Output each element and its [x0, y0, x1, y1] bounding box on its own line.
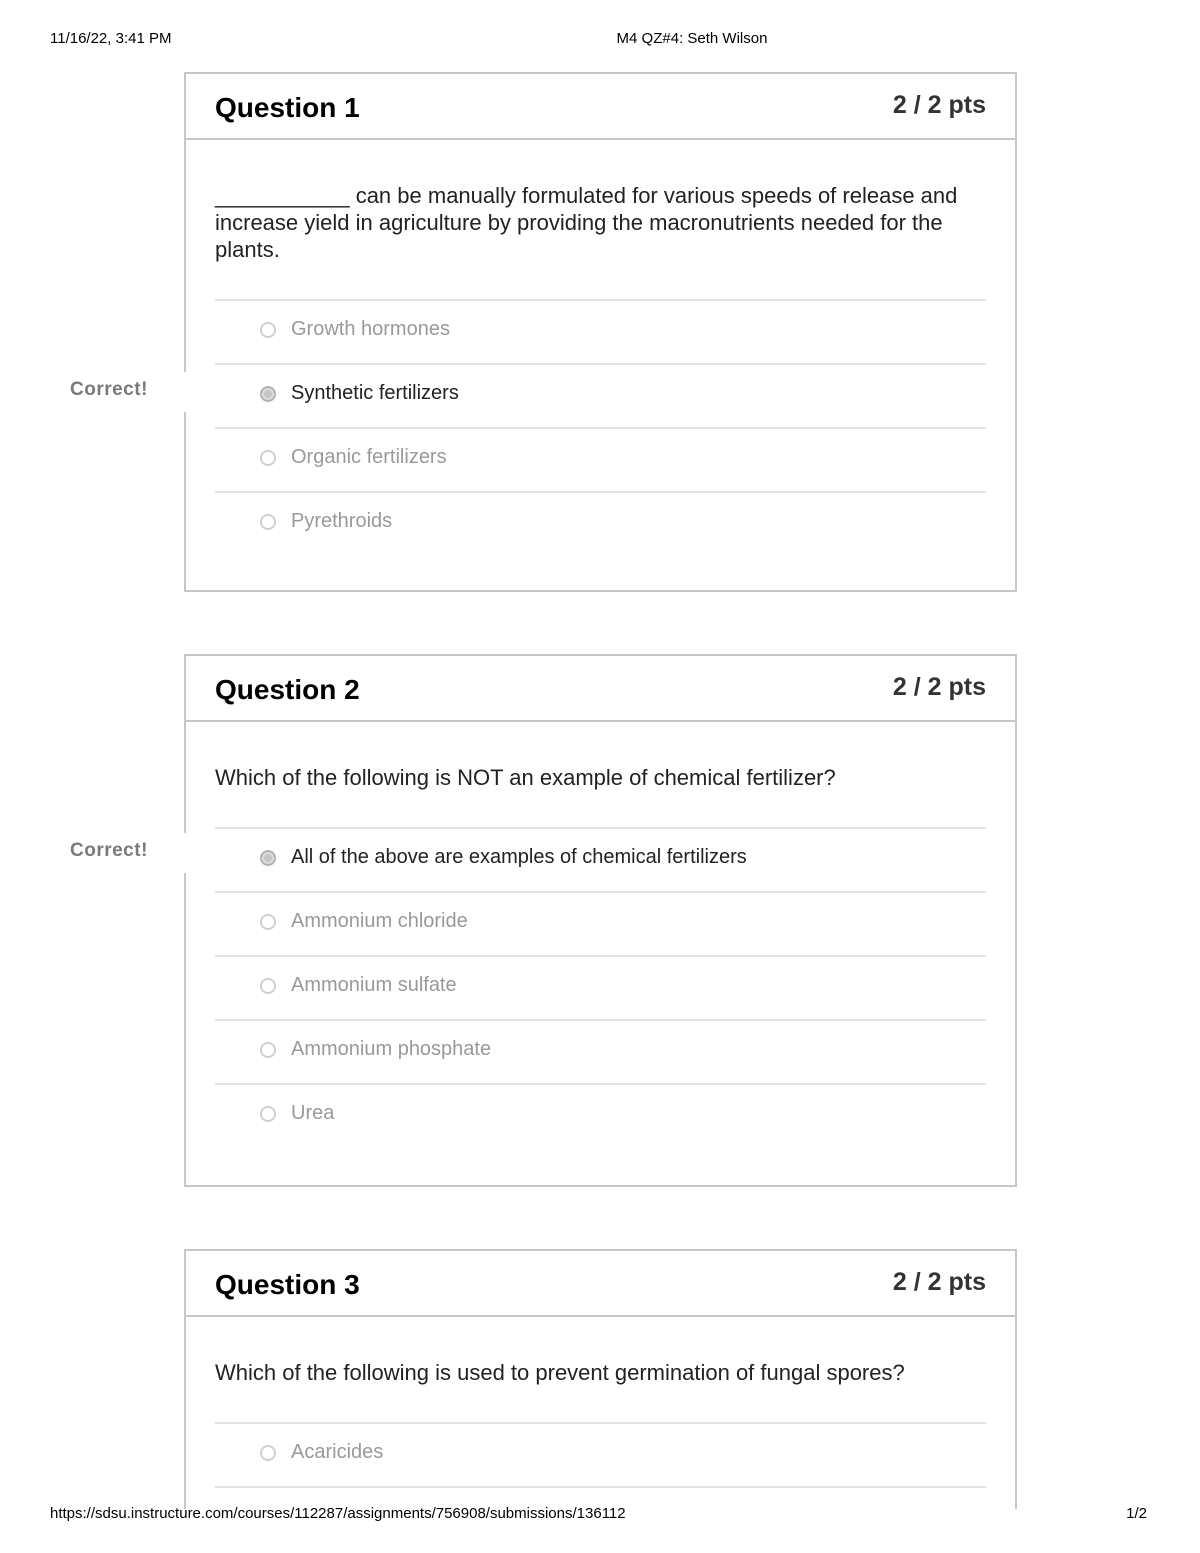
answer-option[interactable] [215, 1019, 986, 1083]
question-body [186, 722, 1015, 1147]
radio-button-icon[interactable] [260, 1106, 276, 1122]
radio-button-icon[interactable] [260, 914, 276, 930]
answer-option[interactable] [215, 299, 986, 363]
question-header [186, 656, 1015, 722]
correct-answer-flag: Correct! [70, 379, 148, 400]
question-2-card [184, 654, 1017, 1187]
radio-button-icon[interactable] [260, 1042, 276, 1058]
correct-flag-gap [180, 372, 188, 412]
question-text: ___________ can be manually formulated for various speeds of release and increase yield in agriculture by providing the macronutrients needed for the plants. [215, 183, 958, 262]
correct-flag-gap [180, 833, 188, 873]
answer-label: Synthetic fertilizers [291, 382, 459, 404]
answer-option[interactable] [215, 1422, 986, 1488]
radio-button-icon[interactable] [260, 514, 276, 530]
question-title: Question 3 [215, 1269, 360, 1300]
answer-option[interactable] [215, 427, 986, 491]
question-body [186, 1317, 1015, 1488]
print-footer-page-number: 1/2 [1126, 1505, 1147, 1522]
answer-label: Growth hormones [291, 318, 450, 340]
answer-label: Ammonium phosphate [291, 1038, 492, 1060]
question-body [186, 140, 1015, 555]
answer-option[interactable] [215, 491, 986, 555]
radio-button-selected-icon[interactable] [260, 386, 276, 402]
question-1-card [184, 72, 1017, 592]
question-title: Question 1 [215, 92, 360, 123]
answer-option[interactable] [215, 955, 986, 1019]
question-points: 2 / 2 pts [892, 673, 986, 701]
answer-label: All of the above are examples of chemical fertilizers [291, 846, 747, 868]
answer-label: Urea [291, 1102, 335, 1124]
question-points: 2 / 2 pts [892, 1268, 986, 1296]
question-title: Question 2 [215, 674, 360, 705]
answer-label: Pyrethroids [291, 510, 393, 532]
answer-list [215, 1422, 986, 1488]
question-points: 2 / 2 pts [892, 91, 986, 119]
answer-label: Organic fertilizers [291, 446, 447, 468]
question-header [186, 1251, 1015, 1317]
question-text: Which of the following is used to prevent germination of fungal spores? [215, 1360, 905, 1385]
answer-list [215, 827, 986, 1147]
radio-button-selected-icon[interactable] [260, 850, 276, 866]
radio-button-icon[interactable] [260, 450, 276, 466]
radio-button-icon[interactable] [260, 1445, 276, 1461]
answer-option[interactable] [215, 891, 986, 955]
answer-label: Acaricides [291, 1441, 384, 1463]
radio-button-icon[interactable] [260, 322, 276, 338]
answer-option-selected[interactable] [215, 827, 986, 891]
question-header [186, 74, 1015, 140]
print-header-title: M4 QZ#4: Seth Wilson [616, 30, 768, 47]
correct-answer-flag: Correct! [70, 840, 148, 861]
radio-button-icon[interactable] [260, 978, 276, 994]
question-3-card [184, 1249, 1017, 1509]
answer-option[interactable] [215, 1083, 986, 1147]
answer-option-selected[interactable] [215, 363, 986, 427]
print-header-datetime: 11/16/22, 3:41 PM [50, 30, 172, 47]
answer-list [215, 299, 986, 555]
answer-label: Ammonium sulfate [291, 974, 457, 996]
answer-label: Ammonium chloride [291, 910, 468, 932]
question-text: Which of the following is NOT an example of chemical fertilizer? [215, 765, 836, 790]
print-footer-url: https://sdsu.instructure.com/courses/112287/assignments/756908/submissions/136112 [50, 1505, 626, 1522]
